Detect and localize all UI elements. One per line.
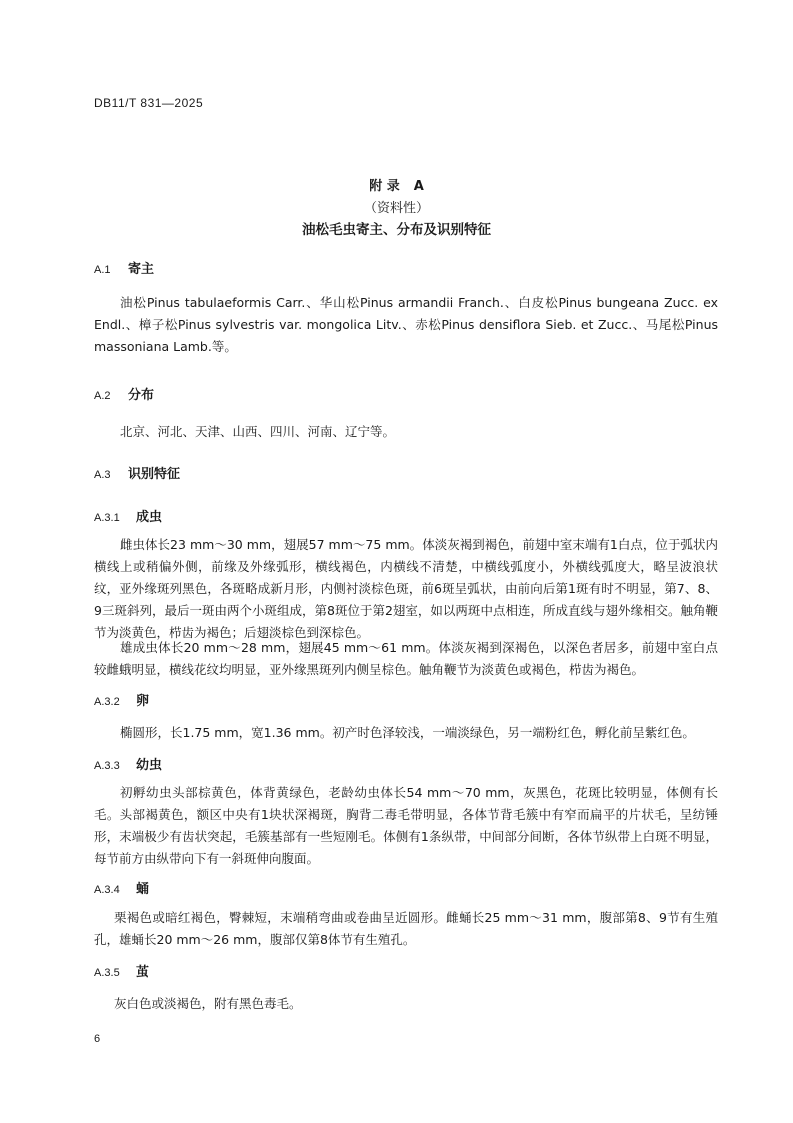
appendix-subject: 油松毛虫寄主、分布及识别特征 [302, 222, 491, 238]
section-number: A.1 [94, 264, 111, 276]
appendix-label: 附 录 [369, 179, 400, 194]
adult-male-paragraph: 雄成虫体长20 mm～28 mm，翅展45 mm～61 mm。体淡灰褐到深褐色，以深色者居多，前翅中室白点较雌蛾明显，横线花纹均明显，亚外缘黑斑列内侧呈棕色。触角鞭节为淡黄色或褐色，栉齿为褐色。 [94, 640, 718, 677]
section-number: A.3.5 [94, 967, 120, 979]
document-code: DB11/T 831—2025 [94, 96, 204, 110]
section-number: A.3.1 [94, 512, 120, 524]
section-number: A.2 [94, 390, 111, 402]
hosts-paragraph: 油松Pinus tabulaeformis Carr.、华山松Pinus armandii Franch.、白皮松Pinus bungeana Zucc. ex Endl.、樟子松Pinus sylvestris var. mongolica Litv.、赤松Pinus densiflora Sieb. et Zucc.、马尾松Pinus massoniana Lamb.等。 [94, 295, 718, 354]
egg-paragraph: 椭圆形，长1.75 mm，宽1.36 mm。初产时色泽较浅，一端淡绿色，另一端粉红色，孵化前呈紫红色。 [120, 725, 695, 740]
appendix-title [0, 175, 793, 194]
section-number: A.3.3 [94, 760, 120, 772]
section-heading-a33 [94, 754, 162, 773]
section-heading-a1 [94, 258, 154, 277]
section-number: A.3.4 [94, 884, 120, 896]
section-heading-a32 [94, 690, 149, 709]
pupa-paragraph: 栗褐色或暗红褐色，臀棘短，末端稍弯曲或卷曲呈近圆形。雌蛹长25 mm～31 mm，腹部第8、9节有生殖孔，雄蛹长20 mm～26 mm，腹部仅第8体节有生殖孔。 [94, 910, 718, 947]
section-heading-a2 [94, 384, 154, 403]
section-title: 识别特征 [128, 467, 181, 482]
section-title: 成虫 [136, 510, 163, 525]
section-heading-a31 [94, 506, 162, 525]
larva-paragraph: 初孵幼虫头部棕黄色，体背黄绿色，老龄幼虫体长54 mm～70 mm，灰黑色，花斑比较明显，体侧有长毛。头部褐黄色，额区中央有1块状深褐斑，胸背二毒毛带明显，各体节背毛簇中有窄而扁平的片状毛，呈纺锤形，末端极少有齿状突起，毛簇基部有一些短刚毛。体侧有1条纵带，中间部分间断，各体节纵带上白斑不明显，每节前方由纵带向下有一斜斑伸向腹面。 [94, 785, 718, 866]
section-number: A.3.2 [94, 696, 120, 708]
section-title: 卵 [136, 694, 150, 709]
section-heading-a3 [94, 463, 180, 482]
section-title: 茧 [136, 965, 150, 980]
section-number: A.3 [94, 469, 111, 481]
cocoon-paragraph: 灰白色或淡褐色，附有黑色毒毛。 [114, 996, 302, 1011]
distribution-paragraph: 北京、河北、天津、山西、四川、河南、辽宁等。 [120, 424, 396, 439]
section-title: 幼虫 [136, 758, 163, 773]
appendix-letter: A [413, 179, 424, 194]
appendix-nature: （资料性） [363, 201, 429, 216]
section-title: 分布 [128, 388, 155, 403]
section-heading-a35 [94, 961, 149, 980]
adult-female-paragraph: 雌虫体长23 mm～30 mm，翅展57 mm～75 mm。体淡灰褐到褐色，前翅中室末端有1白点，位于弧状内横线上或稍偏外侧，前缘及外缘弧形，横线褐色，内横线不清楚，中横线弧度小，外横线弧度大，略呈波浪状纹，亚外缘斑列黑色，各斑略成新月形，内侧衬淡棕色斑，前6斑呈弧状，由前向后第1斑有时不明显，第7、8、9三斑斜列，最后一斑由两个小斑组成，第8斑位于第2翅室，如以两斑中点相连，所成直线与翅外缘相交。触角鞭节为淡黄色，栉齿为褐色；后翅淡棕色到深棕色。 [94, 537, 718, 640]
section-title: 寄主 [128, 262, 155, 277]
page-number: 6 [94, 1033, 101, 1045]
section-heading-a34 [94, 878, 149, 897]
section-title: 蛹 [136, 882, 150, 897]
